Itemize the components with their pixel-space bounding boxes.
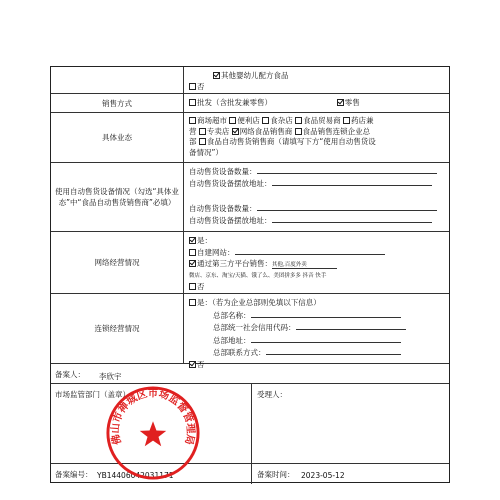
record-no-value: YB14406042031171 (97, 471, 174, 480)
business-form-line4: 备情况”） (189, 147, 223, 157)
checkbox-top-no[interactable] (189, 83, 196, 90)
business-form-line2-prefix: 营 (189, 126, 197, 136)
chain-no: 否 (197, 359, 205, 369)
row-business-form (51, 113, 449, 163)
option-vending-seller: 食品自动售货销售商（请填写下方“使用自动售货设 (206, 137, 376, 146)
vending-qty-field-2[interactable] (257, 202, 437, 211)
chain-hq-credit-label: 总部统一社会信用代码： (213, 323, 296, 332)
checkbox-retail[interactable] (337, 99, 344, 106)
vending-qty-label-2: 自动售货设备数量： (189, 204, 257, 213)
online-third-party-value: 其他,百度外卖 (272, 262, 337, 269)
option-pharmacy: 药店兼 (351, 116, 374, 125)
checkbox-chain-hq[interactable] (295, 128, 302, 135)
sales-method-value (185, 94, 449, 112)
online-third-party-label: 通过第三方平台销售： (197, 259, 272, 268)
business-form-line3-prefix: 部 (189, 137, 197, 146)
row-chain (51, 294, 449, 369)
row-top-label-cell (51, 67, 184, 93)
vending-qty-label-1: 自动售货设备数量： (189, 167, 257, 176)
filer-name: 李欣宇 (99, 372, 122, 381)
vending-addr-field-1[interactable] (272, 177, 432, 186)
authority-label: 市场监管部门（盖章） (55, 390, 130, 399)
row-sales-method (51, 94, 449, 113)
option-food-trader: 食品贸易商 (303, 116, 341, 125)
chain-hq-contact-field[interactable] (266, 346, 401, 355)
online-label: 网络经营情况 (51, 232, 184, 293)
chain-yes: 是：（若为企业总部则免填以下信息） (197, 298, 321, 307)
row-top-options (51, 67, 449, 94)
checkbox-third-party[interactable] (189, 260, 196, 267)
vending-label: 使用自动售货设备情况（勾选“具体业态”中“食品自动售货销售商”必填） (51, 163, 184, 231)
checkbox-online-yes[interactable] (189, 237, 196, 244)
online-yes: 是： (197, 236, 212, 245)
option-chain-hq: 食品销售连锁企业总 (302, 126, 371, 136)
chain-hq-contact-label: 总部联系方式： (213, 348, 266, 357)
seal-star-icon (140, 421, 166, 446)
online-value (185, 232, 449, 293)
business-form-label: 具体业态 (51, 113, 184, 162)
option-mall: 商场超市 (197, 116, 227, 125)
chain-hq-name-label: 总部名称： (213, 310, 251, 320)
chain-hq-addr-label: 总部地址： (213, 335, 251, 345)
seal-text: 佛山市禅城区市场监督管理局 (109, 387, 197, 446)
checkbox-chain-yes[interactable] (189, 299, 196, 306)
option-specialty-store: 专卖店 (206, 126, 230, 136)
chain-hq-name-field[interactable] (251, 309, 401, 318)
row-vending (51, 163, 449, 232)
option-wholesale: 批发（含批发兼零售） (197, 98, 272, 107)
online-own-site-field[interactable] (235, 246, 385, 255)
checkbox-specialty-store[interactable] (199, 128, 206, 135)
option-retail: 零售 (344, 98, 360, 107)
vending-addr-field-2[interactable] (272, 214, 432, 223)
checkbox-infant-formula[interactable] (213, 72, 220, 79)
checkbox-online-seller[interactable] (232, 128, 239, 135)
checkbox-grocery[interactable] (262, 117, 269, 124)
online-platforms: 微店、京东、淘宝/天猫、饿了么、美团拼多多 抖音 快手 (189, 273, 327, 279)
footer-divider (251, 464, 252, 484)
option-top-no: 否 (197, 81, 205, 91)
online-own-site-label: 自建网站： (197, 248, 235, 257)
row-top-value-cell (185, 67, 449, 93)
checkbox-wholesale[interactable] (189, 99, 196, 106)
record-time-value: 2023-05-12 (301, 471, 345, 480)
vending-addr-label-1: 自动售货设备摆放地址： (189, 179, 272, 188)
chain-value (185, 294, 449, 369)
checkbox-own-site[interactable] (189, 249, 196, 256)
online-no: 否 (197, 282, 205, 291)
record-time-label: 备案时间： (257, 470, 295, 479)
checkbox-pharmacy[interactable] (343, 117, 350, 124)
checkbox-online-no[interactable] (189, 283, 196, 290)
row-filer (51, 364, 449, 384)
authority-divider (251, 384, 252, 463)
chain-label: 连锁经营情况 (51, 294, 184, 363)
vending-qty-field-1[interactable] (257, 165, 437, 174)
receiver-label: 受理人： (257, 390, 287, 399)
checkbox-food-trader[interactable] (295, 117, 302, 124)
option-grocery: 食杂店 (270, 116, 293, 125)
chain-hq-addr-field[interactable] (251, 334, 401, 343)
chain-hq-credit-field[interactable] (296, 321, 406, 330)
sales-method-label: 销售方式 (51, 94, 184, 112)
option-convenience: 便利店 (237, 116, 260, 125)
vending-value (185, 163, 449, 231)
record-no-label: 备案编号： (55, 470, 93, 479)
official-seal (104, 384, 202, 482)
vending-addr-label-2: 自动售货设备摆放地址： (189, 216, 272, 225)
checkbox-vending-seller[interactable] (199, 138, 206, 145)
checkbox-mall[interactable] (189, 117, 196, 124)
row-online (51, 232, 449, 294)
filer-label: 备案人： (55, 370, 85, 379)
business-form-value (185, 113, 449, 162)
checkbox-convenience[interactable] (229, 117, 236, 124)
option-infant-formula: 其他婴幼儿配方食品 (221, 71, 289, 80)
option-online-seller: 网络食品销售商 (239, 126, 293, 136)
